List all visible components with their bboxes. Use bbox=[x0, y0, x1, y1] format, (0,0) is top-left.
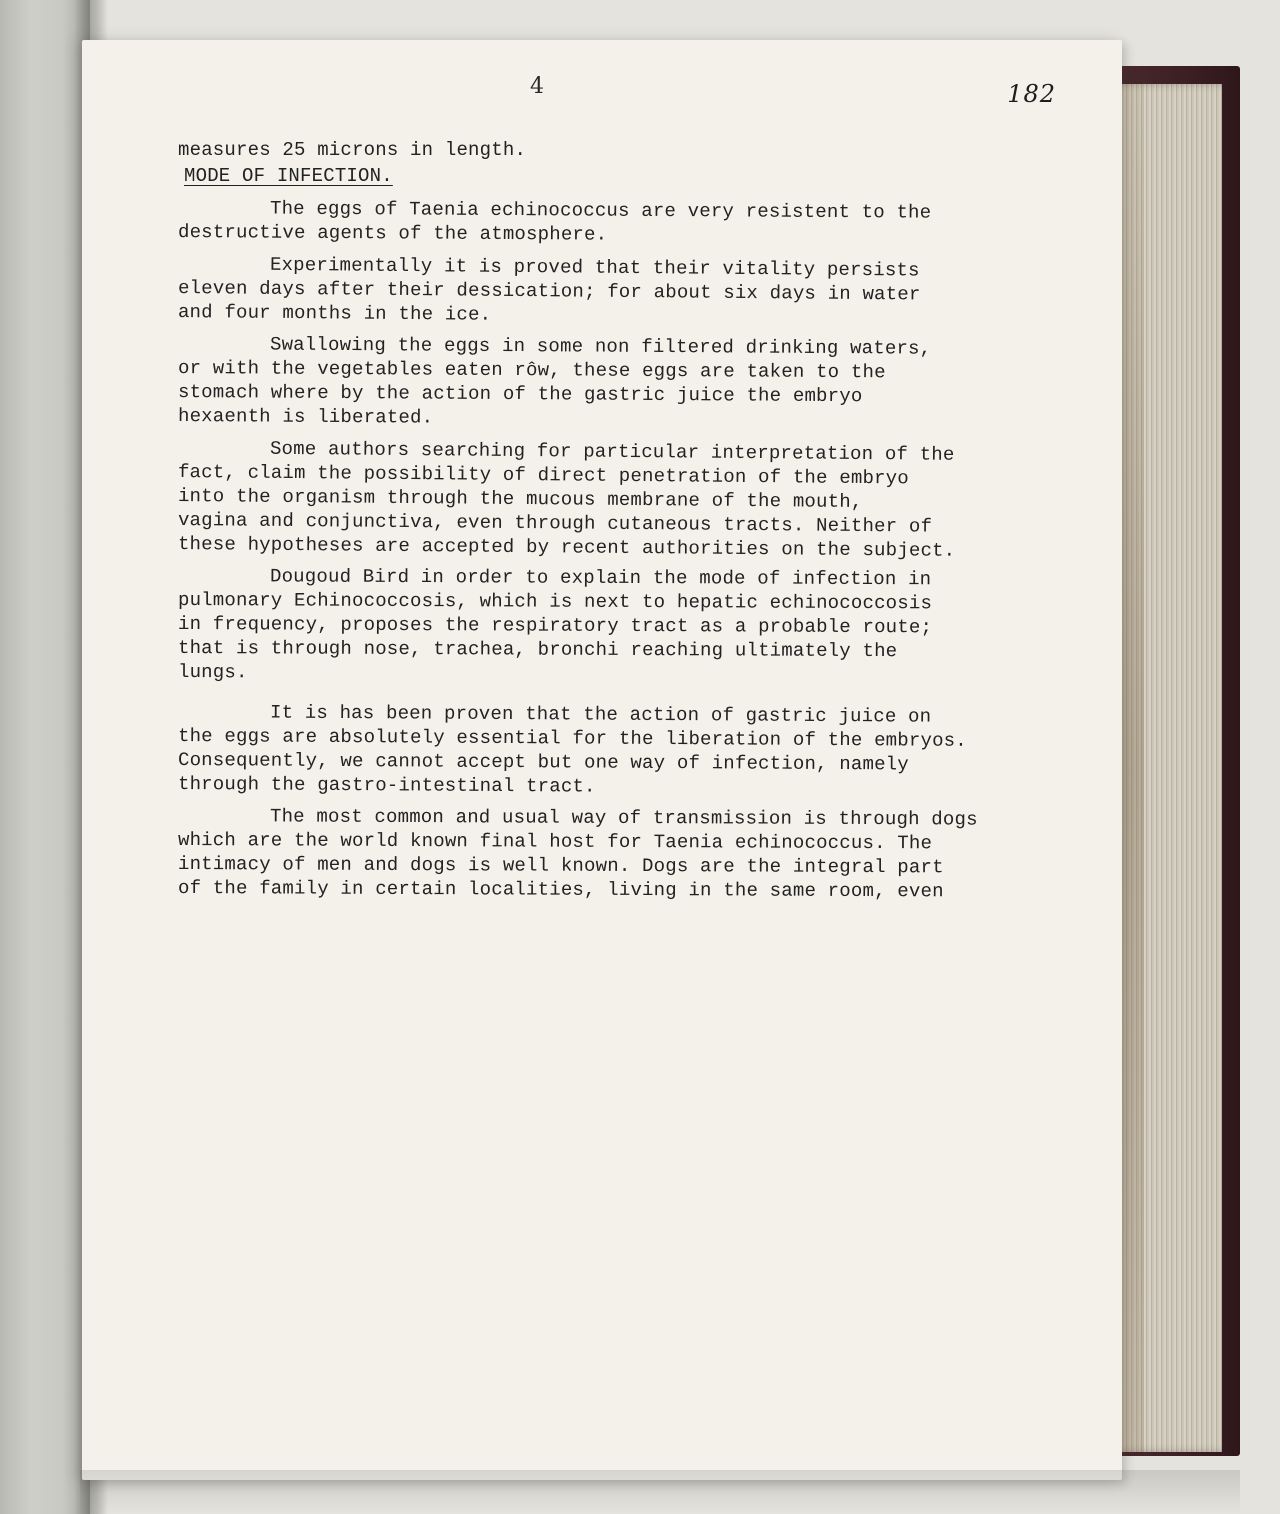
text-line: that is through nose, trachea, bronchi reaching ultimately the bbox=[177, 637, 898, 663]
text-line: hexaenth is liberated. bbox=[177, 405, 434, 429]
page-number: 4 bbox=[530, 74, 544, 99]
table-shadow bbox=[80, 1470, 1240, 1514]
text-line: through the gastro-intestinal tract. bbox=[177, 773, 596, 798]
text-line: vagina and conjunctiva, even through cutaneous tracts. Neither of bbox=[177, 509, 933, 538]
text-line: measures 25 microns in length. bbox=[178, 139, 527, 161]
text-line: destructive agents of the atmosphere. bbox=[177, 221, 608, 246]
text-line: fact, claim the possibility of direct penetration of the embryo bbox=[177, 461, 909, 490]
bleed-through-text bbox=[152, 98, 1052, 125]
section-heading: MODE OF INFECTION. bbox=[184, 165, 393, 187]
text-line: Consequently, we cannot accept but one way of infection, namely bbox=[177, 749, 909, 776]
text-line: stomach where by the action of the gastric juice the embryo bbox=[177, 381, 863, 408]
text-line: Dougoud Bird in order to explain the mode of infection in bbox=[269, 565, 932, 591]
handwritten-folio-number: 182 bbox=[1007, 80, 1056, 108]
text-line: The eggs of Taenia echinococcus are very resistent to the bbox=[269, 197, 932, 224]
text-line: eleven days after their dessication; for about six days in water bbox=[177, 277, 921, 306]
text-line: Swallowing the eggs in some non filtered drinking waters, bbox=[269, 333, 932, 360]
text-line: into the organism through the mucous membrane of the mouth, bbox=[177, 485, 863, 513]
text-line: in frequency, proposes the respiratory tract as a probable route; bbox=[177, 613, 933, 639]
text-line: which are the world known final host for Taenia echinococcus. The bbox=[177, 829, 933, 855]
text-line: Experimentally it is proved that their vitality persists bbox=[269, 253, 920, 282]
text-line: The most common and usual way of transmission is through dogs bbox=[269, 805, 978, 831]
text-line: intimacy of men and dogs is well known. Dogs are the integral part bbox=[177, 853, 944, 879]
text-line: It is has been proven that the action of gastric juice on bbox=[269, 701, 932, 728]
typewritten-text bbox=[177, 138, 1068, 903]
document-page bbox=[82, 40, 1122, 1480]
text-line: pulmonary Echinococcosis, which is next to hepatic echinococcosis bbox=[177, 589, 933, 615]
text-line: these hypotheses are accepted by recent authorities on the subject. bbox=[177, 533, 956, 562]
text-line: Some authors searching for particular interpretation of the bbox=[269, 437, 955, 466]
text-line: or with the vegetables eaten rôw, these eggs are taken to the bbox=[177, 357, 886, 384]
text-line: and four months in the ice. bbox=[177, 301, 492, 326]
text-line: of the family in certain localities, living in the same room, even bbox=[177, 877, 944, 903]
text-line: lungs. bbox=[177, 661, 248, 684]
text-line: the eggs are absolutely essential for the liberation of the embryos. bbox=[177, 725, 967, 752]
